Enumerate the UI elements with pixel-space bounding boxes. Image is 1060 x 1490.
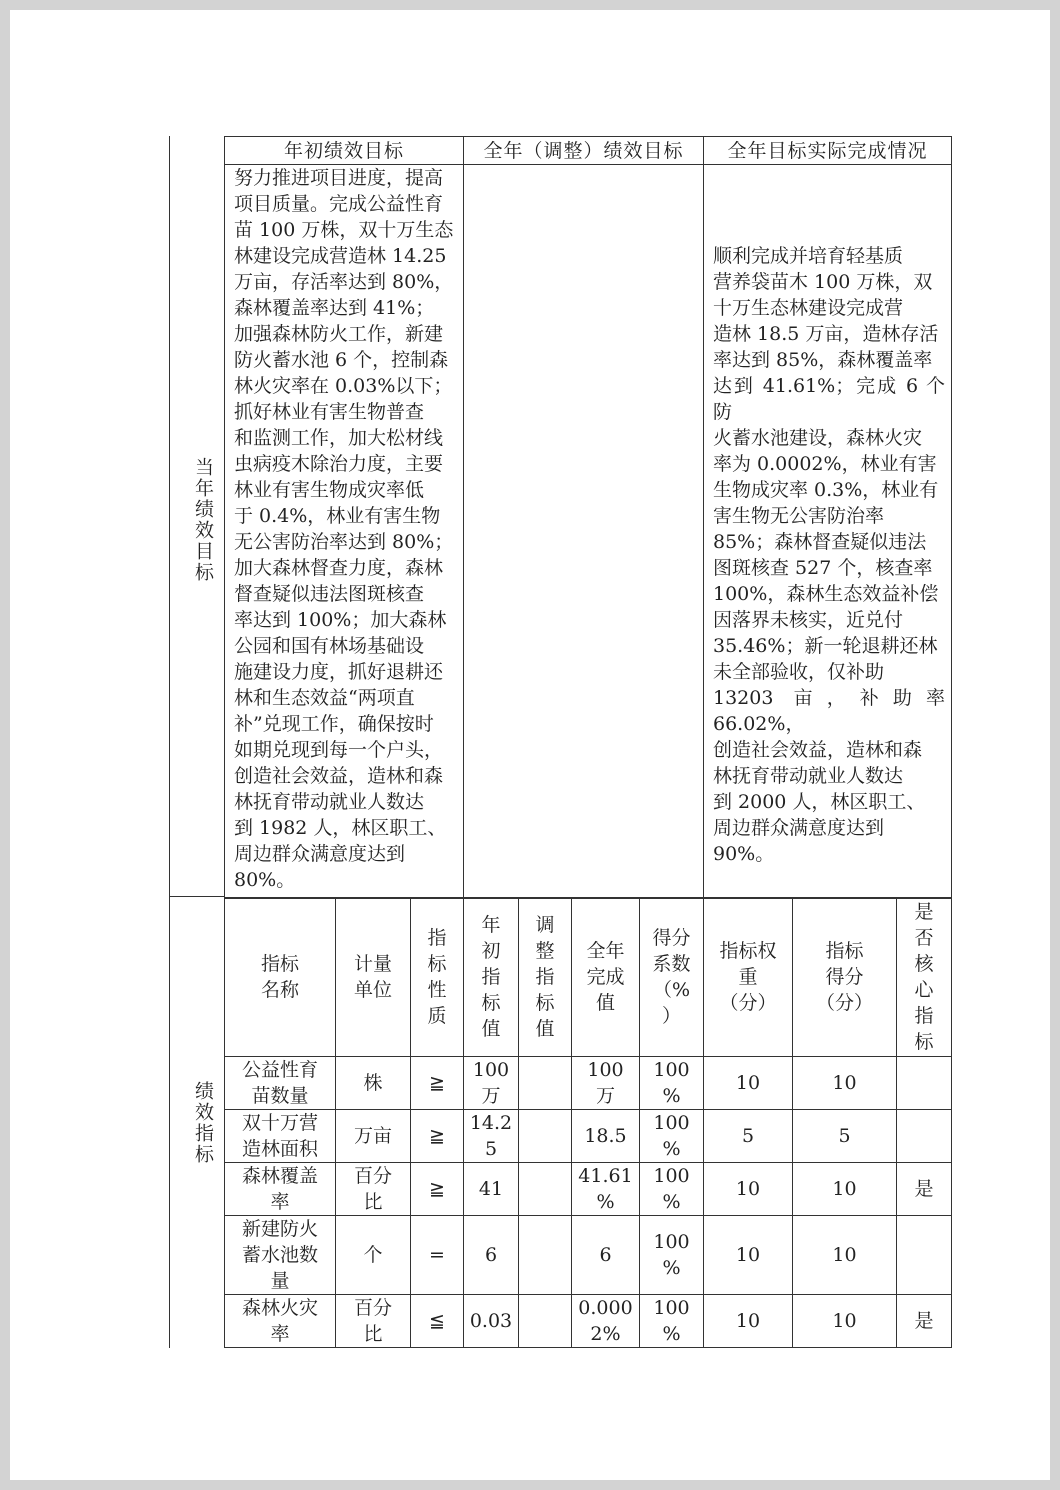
cell-actual: 6 — [572, 1216, 640, 1295]
cell-core: 是 — [897, 1163, 952, 1216]
header-score: 指标 得分 （分） — [793, 898, 897, 1057]
cell-nature: ≦ — [411, 1295, 464, 1348]
header-initial-goal: 年初绩效目标 — [225, 137, 464, 165]
cell-name: 森林覆盖 率 — [225, 1163, 336, 1216]
adjusted-goal-cell — [464, 165, 704, 899]
cell-name: 双十万营 造林面积 — [225, 1110, 336, 1163]
cell-core: 是 — [897, 1295, 952, 1348]
cell-coef: 100 % — [640, 1110, 704, 1163]
cell-weight: 10 — [704, 1163, 793, 1216]
cell-name: 森林火灾 率 — [225, 1295, 336, 1348]
header-unit: 计量 单位 — [336, 898, 411, 1057]
header-coef: 得分 系数 （% ） — [640, 898, 704, 1057]
table-row — [225, 1295, 952, 1348]
cell-weight: 10 — [704, 1216, 793, 1295]
header-initial — [464, 898, 519, 1057]
document-page — [10, 10, 1050, 1480]
cell-name: 公益性育 苗数量 — [225, 1057, 336, 1110]
table-row — [225, 1110, 952, 1163]
cell-adjusted — [519, 1295, 572, 1348]
cell-unit: 百分 比 — [336, 1163, 411, 1216]
cell-coef: 100 % — [640, 1163, 704, 1216]
cell-nature: ≧ — [411, 1163, 464, 1216]
cell-score: 10 — [793, 1163, 897, 1216]
actual-completion-cell — [704, 165, 952, 899]
cell-score: 10 — [793, 1295, 897, 1348]
cell-core — [897, 1057, 952, 1110]
indicator-header-row — [225, 898, 952, 1057]
header-adjusted — [519, 898, 572, 1057]
cell-initial: 6 — [464, 1216, 519, 1295]
cell-coef: 100 % — [640, 1057, 704, 1110]
cell-score: 10 — [793, 1216, 897, 1295]
left-column-rule — [169, 136, 170, 1348]
cell-adjusted — [519, 1216, 572, 1295]
header-name: 指标 名称 — [225, 898, 336, 1057]
actual-completion-text: 顺利完成并培育轻基质 营养袋苗木 100 万株，双 十万生态林建设完成营 造林 18.5 万亩，造林存活 率达到 85%，森林覆盖率 达到 41.61%；完成 6 个防 火蓄水池建设，森林火灾 率为 0.0002%，林业有害 生物成灾率 0.3%，林业有 害生物无公害防治率 85%；森林督查疑似违法 图斑核查 527 个，核查率 100%，森林生态效益补偿 因落界未核实，近兑付 35.46%；新一轮退耕还林 未全部验收，仅补助 13203 亩，补助率 66.02%， 创造社会效益，造林和森 林抚育带动就业人数达 到 2000 人，林区职工、 周边群众满意度达到 90%。 — [713, 245, 945, 865]
cell-core — [897, 1110, 952, 1163]
cell-coef: 100 % — [640, 1295, 704, 1348]
cell-unit: 个 — [336, 1216, 411, 1295]
goals-table — [224, 136, 952, 899]
cell-nature: ≧ — [411, 1057, 464, 1110]
table-row — [225, 1216, 952, 1295]
table-row — [225, 1163, 952, 1216]
cell-score: 5 — [793, 1110, 897, 1163]
header-actual: 全年 完成 值 — [572, 898, 640, 1057]
goals-body-row — [225, 165, 952, 899]
header-actual-completion: 全年目标实际完成情况 — [704, 137, 952, 165]
cell-actual: 0.000 2% — [572, 1295, 640, 1348]
cell-actual: 100 万 — [572, 1057, 640, 1110]
cell-initial: 100 万 — [464, 1057, 519, 1110]
section-label-indicators: 绩效指标 — [192, 1081, 214, 1165]
cell-coef: 100 % — [640, 1216, 704, 1295]
cell-initial: 14.2 5 — [464, 1110, 519, 1163]
cell-core — [897, 1216, 952, 1295]
cell-name: 新建防火 蓄水池数 量 — [225, 1216, 336, 1295]
cell-weight: 10 — [704, 1057, 793, 1110]
section-label-current-goal: 当年绩效目标 — [192, 457, 214, 583]
cell-unit: 万亩 — [336, 1110, 411, 1163]
indicator-table — [224, 897, 952, 1348]
cell-initial: 0.03 — [464, 1295, 519, 1348]
header-nature-text: 指标性质 — [427, 927, 447, 1027]
initial-goal-cell — [225, 165, 464, 899]
cell-nature: ≧ — [411, 1110, 464, 1163]
cell-actual: 18.5 — [572, 1110, 640, 1163]
cell-score: 10 — [793, 1057, 897, 1110]
cell-nature: = — [411, 1216, 464, 1295]
header-weight: 指标权 重 （分） — [704, 898, 793, 1057]
goals-header-row — [225, 137, 952, 165]
cell-adjusted — [519, 1057, 572, 1110]
header-core-text: 是否核心指标 — [914, 901, 934, 1053]
cell-adjusted — [519, 1110, 572, 1163]
header-initial-text: 年初指标值 — [481, 914, 501, 1040]
header-nature — [411, 898, 464, 1057]
table-row — [225, 1057, 952, 1110]
initial-goal-text: 努力推进项目进度，提高 项目质量。完成公益性育 苗 100 万株，双十万生态 林建设完成营造林 14.25 万亩，存活率达到 80%， 森林覆盖率达到 41%； 加强森林防火工作，新建 防火蓄水池 6 个，控制森 林火灾率在 0.03%以下； 抓好林业有害生物普查 和监测工作，加大松材线 虫病疫木除治力度，主要 林业有害生物成灾率低 于 0.4%，林业有害生物 无公害防治率达到 80%； 加大森林督查力度，森林 督查疑似违法图斑核查 率达到 100%；加大森林 公园和国有林场基础设 施建设力度，抓好退耕还 林和生态效益“两项直 补”兑现工作，确保按时 如期兑现到每一个户头， 创造社会效益，造林和森 林抚育带动就业人数达 到 1982 人，林区职工、 周边群众满意度达到 80%。 — [234, 167, 454, 891]
cell-unit: 百分 比 — [336, 1295, 411, 1348]
cell-weight: 10 — [704, 1295, 793, 1348]
section-divider — [169, 896, 224, 897]
cell-weight: 5 — [704, 1110, 793, 1163]
header-adjusted-goal: 全年（调整）绩效目标 — [464, 137, 704, 165]
cell-actual: 41.61 % — [572, 1163, 640, 1216]
header-core — [897, 898, 952, 1057]
cell-initial: 41 — [464, 1163, 519, 1216]
cell-unit: 株 — [336, 1057, 411, 1110]
header-adjusted-text: 调整指标值 — [535, 914, 555, 1040]
cell-adjusted — [519, 1163, 572, 1216]
